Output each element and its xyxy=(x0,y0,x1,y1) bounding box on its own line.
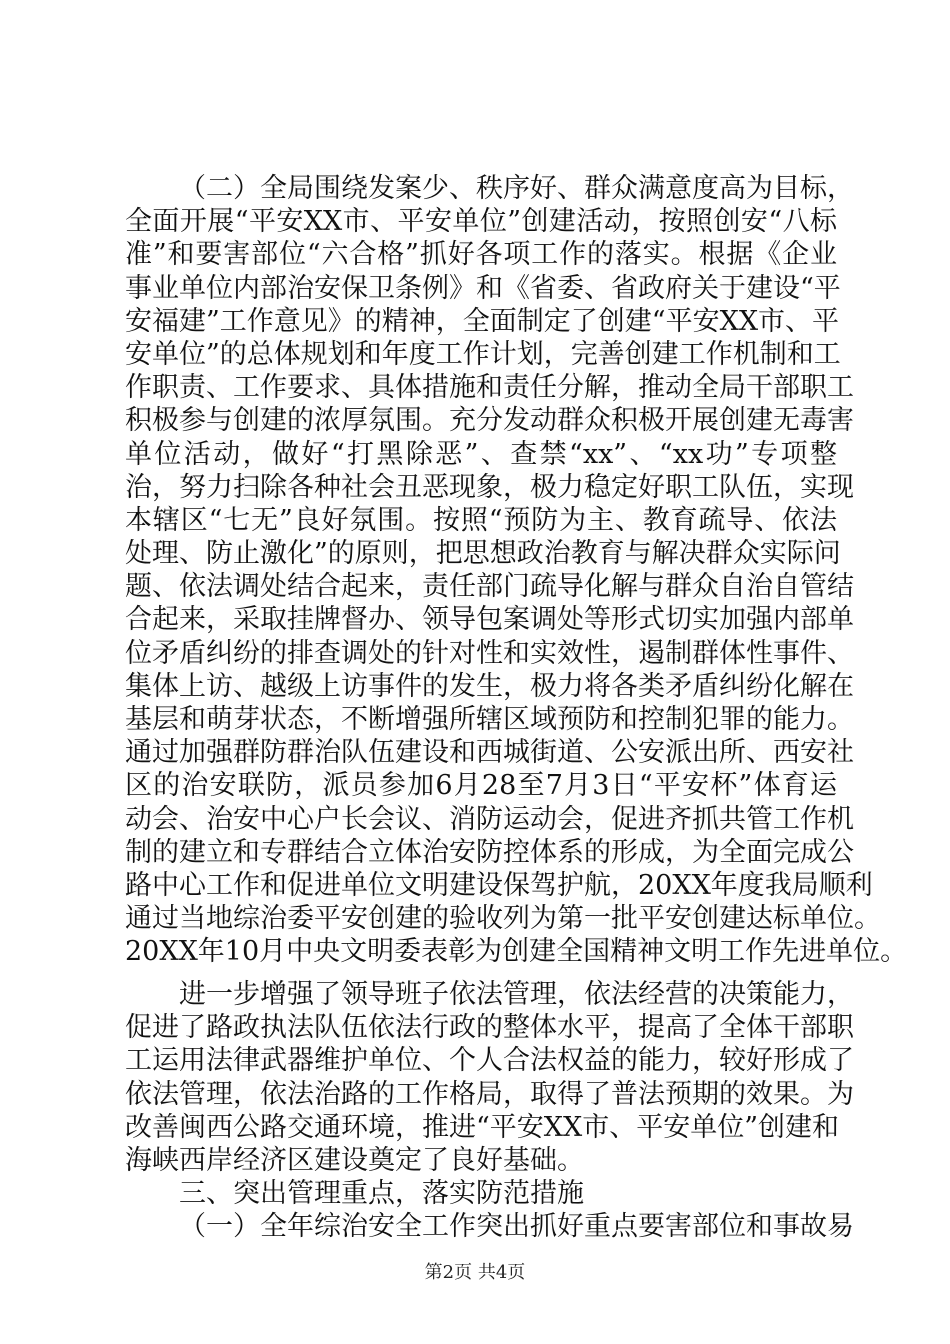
text-line: 动会、治安中心户长会议、消防运动会，促进齐抓共管工作机 xyxy=(125,803,854,835)
text-line: 区的治安联防，派员参加6月28至7月3日“平安杯”体育运 xyxy=(125,770,837,802)
text-line: 处理、防止激化”的原则，把思想政治教育与解决群众实际问 xyxy=(125,538,841,570)
text-line: 全面开展“平安XX市、平安单位”创建活动，按照创安“八标 xyxy=(125,206,837,238)
paragraph-3 xyxy=(125,1210,854,1243)
text-line: 工运用法律武器维护单位、个人合法权益的能力，较好形成了 xyxy=(125,1045,854,1077)
text-line: 准”和要害部位“六合格”抓好各项工作的落实。根据《企业 xyxy=(125,239,837,271)
text-line: （二）全局围绕发案少、秩序好、群众满意度高为目标， xyxy=(179,173,854,204)
text-line: 本辖区“七无”良好氛围。按照“预防为主、教育疏导、依法 xyxy=(125,504,837,536)
text-line: 依法管理，依法治路的工作格局，取得了普法预期的效果。为 xyxy=(125,1078,854,1110)
text-line: 促进了路政执法队伍依法行政的整体水平，提高了全体干部职 xyxy=(125,1012,854,1044)
text-line: 基层和萌芽状态，不断增强所辖区域预防和控制犯罪的能力。 xyxy=(125,704,854,735)
text-line: 治，努力扫除各种社会丑恶现象，极力稳定好职工队伍，实现 xyxy=(125,471,854,503)
text-line: 通过加强群防群治队伍建设和西城街道、公安派出所、西安社 xyxy=(125,737,854,769)
text-line: 路中心工作和促进单位文明建设保驾护航，20XX年度我局顺利 xyxy=(125,869,873,901)
text-line: 进一步增强了领导班子依法管理，依法经营的决策能力， xyxy=(179,979,854,1010)
text-line: 题、依法调处结合起来，责任部门疏导化解与群众自治自管结 xyxy=(125,571,854,603)
section-heading xyxy=(125,1177,837,1210)
text-line: 位矛盾纠纷的排查调处的针对性和实效性，遏制群体性事件、 xyxy=(125,637,854,669)
text-line: 20XX年10月中央文明委表彰为创建全国精神文明工作先进单位。 xyxy=(125,936,908,968)
section-heading-text: 三、突出管理重点，落实防范措施 xyxy=(179,1178,584,1209)
text-line: 集体上访、越级上访事件的发生，极力将各类矛盾纠纷化解在 xyxy=(125,670,854,702)
text-line: 制的建立和专群结合立体治安防控体系的形成，为全面完成公 xyxy=(125,836,854,868)
text-line: （一）全年综治安全工作突出抓好重点要害部位和事故易 xyxy=(179,1211,854,1242)
paragraph-1 xyxy=(125,172,908,969)
text-line: 海峡西岸经济区建设奠定了良好基础。 xyxy=(125,1144,584,1176)
text-line: 合起来，采取挂牌督办、领导包案调处等形式切实加强内部单 xyxy=(125,604,854,636)
page-number-label: 第2页 共4页 xyxy=(424,1262,526,1283)
text-line: 积极参与创建的浓厚氛围。充分发动群众积极开展创建无毒害 xyxy=(125,405,854,437)
page-footer xyxy=(0,1262,950,1284)
text-line: 单位活动，做好“打黑除恶”、查禁“xx”、“xx功”专项整 xyxy=(125,438,837,470)
text-line: 事业单位内部治安保卫条例》和《省委、省政府关于建设“平 xyxy=(125,272,841,304)
text-line: 安福建”工作意见》的精神，全面制定了创建“平安XX市、平 xyxy=(125,305,840,337)
text-line: 安单位”的总体规划和年度工作计划，完善创建工作机制和工 xyxy=(125,338,841,370)
text-line: 作职责、工作要求、具体措施和责任分解，推动全局干部职工 xyxy=(125,372,854,404)
text-line: 通过当地综治委平安创建的验收列为第一批平安创建达标单位。 xyxy=(125,903,881,935)
text-line: 改善闽西公路交通环境，推进“平安XX市、平安单位”创建和 xyxy=(125,1111,840,1143)
paragraph-2 xyxy=(125,978,854,1177)
